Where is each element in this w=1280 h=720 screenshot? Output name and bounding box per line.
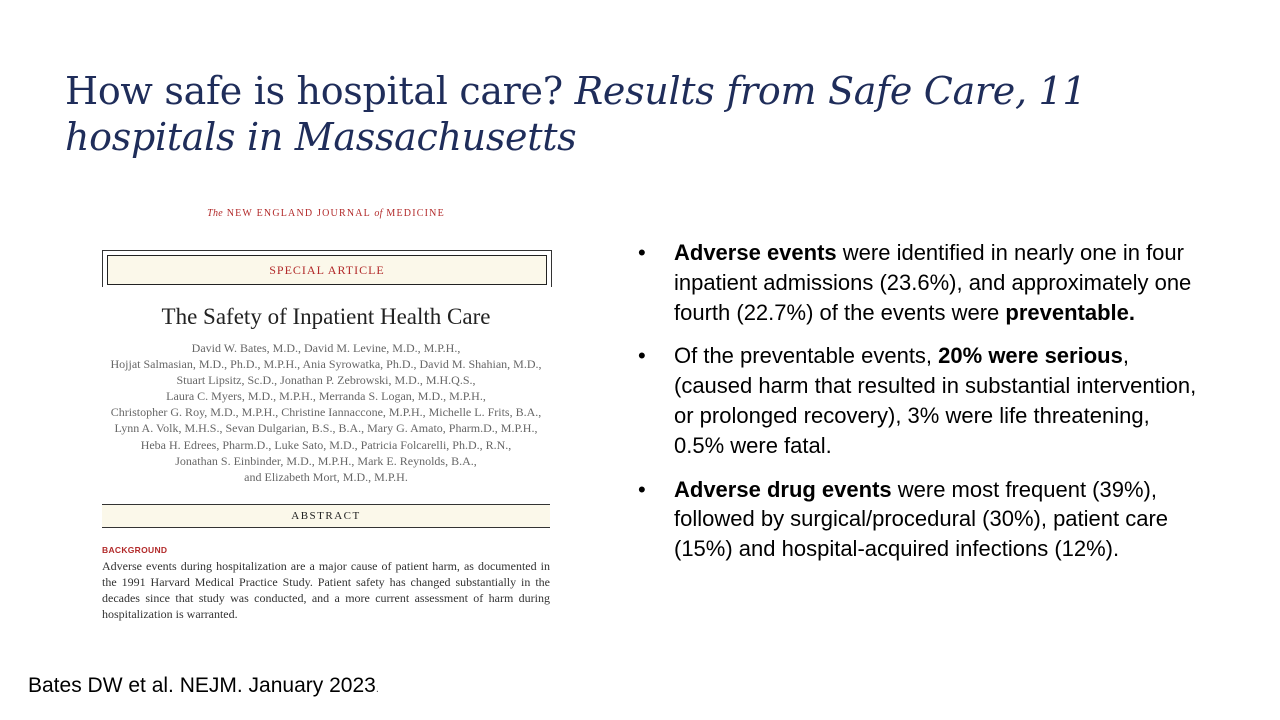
finding-adverse-events [638, 238, 1198, 327]
finding-adverse-drug-events [638, 475, 1198, 564]
journal-of: of [374, 208, 383, 219]
article-title: The Safety of Inpatient Health Care [161, 304, 491, 329]
background-heading: BACKGROUND [102, 545, 168, 555]
author-line: Heba H. Edrees, Pharm.D., Luke Sato, M.D., Patricia Folcarelli, Ph.D., R.N., [140, 437, 512, 452]
citation-period: . [375, 683, 379, 695]
article-authors [100, 340, 552, 485]
journal-name-2: MEDICINE [386, 208, 445, 219]
bullet-text: were most frequent (39%), followed by surgical/procedural (30%), patient care (15%) and hospital-acquired infections (12%). [674, 476, 1169, 562]
background-paragraph: Adverse events during hospitalization are a major cause of patient harm, as documented in the 1991 Harvard Medical Practice Study. Patient safety has changed substantially in the decades since that study was conducted, and a more current assessment of harm during hospitalization is warranted. [102, 559, 550, 621]
bold-text: 20% were serious [938, 343, 1123, 369]
nejm-article-excerpt [100, 208, 552, 628]
slide-title-italic: Results from Safe Care, 11 hospitals in Massachusetts [65, 69, 1087, 159]
bold-text: Adverse drug events [674, 476, 892, 502]
bullet-point: • [638, 343, 646, 369]
bullet-point: • [638, 240, 646, 265]
slide-title-plain: How safe is hospital care? [65, 69, 575, 113]
special-article-label: SPECIAL ARTICLE [107, 255, 547, 285]
author-line: Laura C. Myers, M.D., M.P.H., Merranda S. Logan, M.D., M.P.H., [166, 389, 486, 404]
journal-masthead [100, 208, 552, 219]
journal-name-1: NEW ENGLAND JOURNAL [226, 208, 371, 219]
citation-text: Bates DW et al. NEJM. January 2023 [28, 674, 376, 697]
author-line: David W. Bates, M.D., David M. Levine, M.D., M.P.H., [191, 341, 461, 355]
author-line: Hojjat Salmasian, M.D., Ph.D., M.P.H., Ania Syrowatka, Ph.D., David M. Shahian, M.D., [110, 357, 542, 372]
author-line: Christopher G. Roy, M.D., M.P.H., Christine Iannaccone, M.P.H., Michelle L. Frits, B.A., [110, 405, 542, 420]
citation [28, 674, 379, 698]
bullet-text: Of the preventable events, [674, 343, 939, 369]
bold-text: preventable. [1005, 299, 1136, 325]
bullet-point: • [638, 476, 646, 502]
author-line: and Elizabeth Mort, M.D., M.P.H. [244, 469, 408, 484]
findings-list [638, 238, 1198, 578]
bullet-text: were identified in nearly one in four inpatient admissions (23.6%), and approximately one fourth (22.7%) of the events were [674, 240, 1192, 325]
abstract-heading: ABSTRACT [102, 504, 550, 528]
author-line: Lynn A. Volk, M.H.S., Sevan Dulgarian, B.S., B.A., Mary G. Amato, Pharm.D., M.P.H., [114, 421, 538, 436]
special-article-frame [102, 250, 552, 287]
journal-the: The [207, 208, 223, 219]
bold-text: Adverse events [674, 240, 837, 265]
author-line: Jonathan S. Einbinder, M.D., M.P.H., Mark E. Reynolds, B.A., [175, 453, 477, 468]
finding-preventable-events [638, 341, 1198, 460]
slide-title [65, 68, 1185, 160]
author-line: Stuart Lipsitz, Sc.D., Jonathan P. Zebrowski, M.D., M.H.Q.S., [176, 373, 476, 388]
bullet-text: , (caused harm that resulted in substantial intervention, or prolonged recovery), 3% were life threatening, 0.5% were fatal. [674, 343, 1197, 458]
